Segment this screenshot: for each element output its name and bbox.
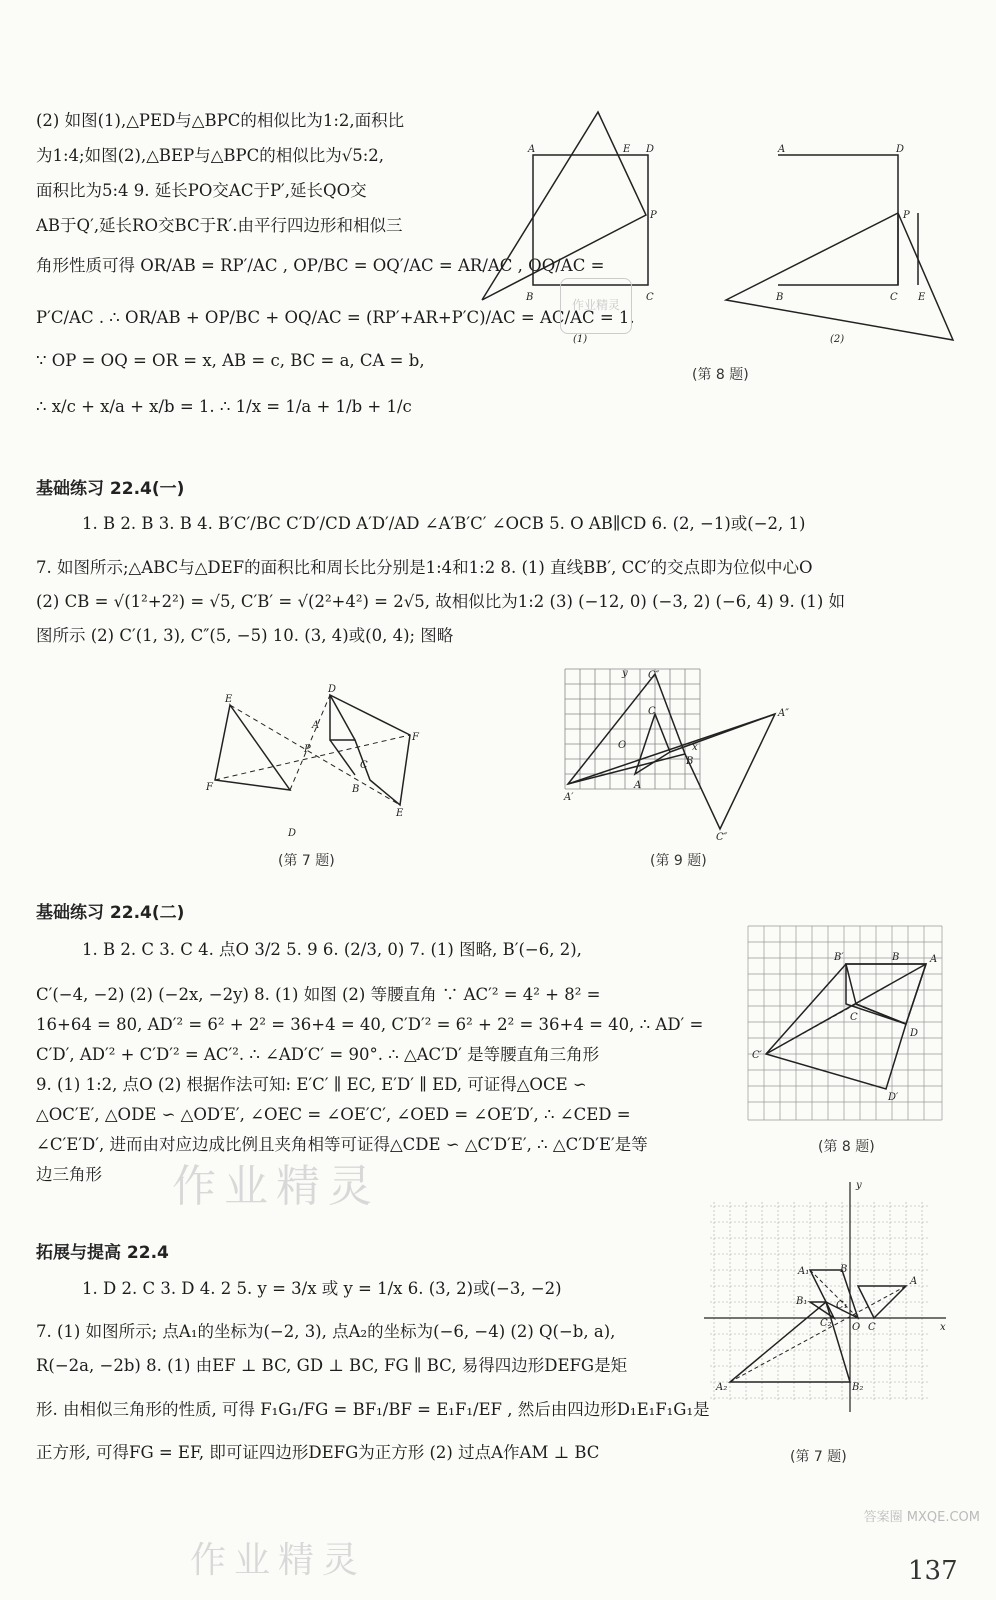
text-line: 角形性质可得 OR/AB = RP′/AC , OP/BC = OQ′/AC = AR/AC , OQ/AC = bbox=[36, 256, 605, 275]
text-line: (2) CB = √(1²+2²) = √5, C′B′ = √(2²+4²) = 2√5, 故相似比为1:2 (3) (−12, 0) (−3, 2) (−6, 4) 9. (1) 如 bbox=[36, 592, 846, 611]
label: C bbox=[850, 1012, 858, 1023]
label: D′ bbox=[888, 1092, 899, 1103]
label: C bbox=[360, 760, 368, 771]
text-line: 正方形, 可得FG = EF, 即可证四边形DEFG为正方形 (2) 过点A作AM ⊥ BC bbox=[36, 1443, 600, 1462]
label: B₂ bbox=[852, 1382, 864, 1393]
watermark-text: 作业精灵 bbox=[190, 1540, 367, 1581]
label: D bbox=[646, 144, 655, 155]
label: x bbox=[692, 742, 698, 753]
label: A′ bbox=[564, 792, 574, 803]
label: y bbox=[622, 668, 628, 679]
label: A₂ bbox=[716, 1382, 728, 1393]
section-heading: 拓展与提高 22.4 bbox=[36, 1243, 169, 1263]
text-line: C′(−4, −2) (2) (−2x, −2y) 8. (1) 如图 (2) 等腰直角 ∵ AC′² = 4² + 8² = bbox=[36, 985, 601, 1004]
text-line: ∠C′E′D′, 进而由对应边成比例且夹角相等可证得△CDE ∽ △C′D′E′, ∴ △C′D′E′是等 bbox=[36, 1135, 648, 1154]
label: B₁ bbox=[796, 1296, 808, 1307]
label: x bbox=[940, 1322, 946, 1333]
label: E bbox=[623, 144, 631, 155]
text-line: 7. 如图所示;△ABC与△DEF的面积比和周长比分别是1:4和1:2 8. (1) 直线BB′, CC′的交点即为位似中心O bbox=[36, 558, 813, 577]
label: C′ bbox=[752, 1050, 762, 1061]
watermark-text: 作业精灵 bbox=[172, 1161, 380, 1212]
figure-caption: (第 7 题) bbox=[790, 1449, 847, 1465]
text-line: 1. D 2. C 3. D 4. 2 5. y = 3/x 或 y = 1/x 6. (3, 2)或(−3, −2) bbox=[82, 1279, 562, 1298]
figure-8-top bbox=[478, 100, 978, 350]
site-logo: 答案圈 MXQE.COM bbox=[863, 1510, 980, 1525]
text-line: 1. B 2. B 3. B 4. B′C′/BC C′D′/CD A′D′/AD ∠A′B′C′ ∠OCB 5. O AB∥CD 6. (2, −1)或(−2, 1) bbox=[82, 514, 806, 533]
text-line: ∵ OP = OQ = OR = x, AB = c, BC = a, CA = b, bbox=[36, 351, 425, 370]
section-heading: 基础练习 22.4(二) bbox=[36, 903, 185, 923]
label: B bbox=[840, 1264, 848, 1275]
text-line: ∴ x/c + x/a + x/b = 1. ∴ 1/x = 1/a + 1/b + 1/c bbox=[36, 397, 412, 416]
label: A bbox=[312, 720, 320, 731]
label: C bbox=[646, 292, 654, 303]
page-number: 137 bbox=[908, 1556, 958, 1586]
text-line: P′C/AC . ∴ OR/AB + OP/BC + OQ/AC = (RP′+AR+P′C)/AC = AC/AC = 1. bbox=[36, 308, 635, 327]
section-heading: 基础练习 22.4(一) bbox=[36, 479, 185, 499]
figure-8-bottom bbox=[746, 924, 946, 1124]
figure-caption: (第 8 题) bbox=[818, 1139, 875, 1155]
label: O bbox=[618, 740, 627, 751]
text-line: 边三角形 bbox=[36, 1165, 102, 1184]
label: y bbox=[856, 1180, 862, 1191]
figure-7-bottom bbox=[700, 1176, 956, 1426]
label: F bbox=[206, 782, 213, 793]
label: A bbox=[778, 144, 786, 155]
text-line: 图所示 (2) C′(1, 3), C″(5, −5) 10. (3, 4)或(0, 4); 图略 bbox=[36, 626, 454, 645]
label: O bbox=[852, 1322, 861, 1333]
figure-caption: (第 7 题) bbox=[278, 853, 335, 869]
label: B bbox=[352, 784, 360, 795]
label: D bbox=[896, 144, 905, 155]
label: C₂ bbox=[820, 1318, 832, 1329]
text-line: 9. (1) 1:2, 点O (2) 根据作法可知: E′C′ ∥ EC, E′D′ ∥ ED, 可证得△OCE ∽ bbox=[36, 1075, 587, 1094]
label: A bbox=[910, 1276, 918, 1287]
label: C″ bbox=[716, 832, 728, 843]
text-line: 16+64 = 80, AD′² = 6² + 2² = 36+4 = 40, C′D′² = 6² + 2² = 36+4 = 40, ∴ AD′ = bbox=[36, 1015, 704, 1034]
stamp-logo: 作业精灵 bbox=[560, 278, 632, 334]
text-line: 面积比为5:4 9. 延长PO交AC于P′,延长QO交 bbox=[36, 181, 367, 200]
label: B′ bbox=[834, 952, 844, 963]
figure-caption: (第 9 题) bbox=[650, 853, 707, 869]
figure-caption: (第 8 题) bbox=[692, 367, 749, 383]
label: D bbox=[328, 684, 337, 695]
label: D bbox=[288, 828, 297, 839]
figure-9 bbox=[560, 664, 800, 844]
text-line: R(−2a, −2b) 8. (1) 由EF ⊥ BC, GD ⊥ BC, FG ∥ BC, 易得四边形DEFG是矩 bbox=[36, 1356, 628, 1375]
text-line: C′D′, AD′² + C′D′² = AC′². ∴ ∠AD′C′ = 90°. ∴ △AC′D′ 是等腰直角三角形 bbox=[36, 1045, 600, 1064]
label: A bbox=[634, 780, 642, 791]
label: B bbox=[892, 952, 900, 963]
label: A₁ bbox=[798, 1266, 810, 1277]
label: B bbox=[776, 292, 784, 303]
label: A bbox=[930, 954, 938, 965]
label: E bbox=[225, 694, 233, 705]
label: C″ bbox=[648, 670, 660, 681]
text-line: 1. B 2. C 3. C 4. 点O 3/2 5. 9 6. (2/3, 0) 7. (1) 图略, B′(−6, 2), bbox=[82, 940, 582, 959]
label: P bbox=[304, 744, 311, 755]
text-line: 为1:4;如图(2),△BEP与△BPC的相似比为√5:2, bbox=[36, 146, 385, 165]
label: C₁ bbox=[836, 1300, 848, 1311]
label: C bbox=[868, 1322, 876, 1333]
label: D bbox=[910, 1028, 919, 1039]
text-line: (2) 如图(1),△PED与△BPC的相似比为1:2,面积比 bbox=[36, 111, 405, 130]
text-line: △OC′E′, △ODE ∽ △OD′E′, ∠OEC = ∠OE′C′, ∠OED = ∠OE′D′, ∴ ∠CED = bbox=[36, 1105, 631, 1124]
label: P bbox=[903, 210, 910, 221]
label: (2) bbox=[830, 334, 845, 345]
label: C bbox=[890, 292, 898, 303]
text-line: 形. 由相似三角形的性质, 可得 F₁G₁/FG = BF₁/BF = E₁F₁/EF , 然后由四边形D₁E₁F₁G₁是 bbox=[36, 1400, 710, 1419]
label: E bbox=[918, 292, 926, 303]
text-line: 7. (1) 如图所示; 点A₁的坐标为(−2, 3), 点A₂的坐标为(−6, −4) (2) Q(−b, a), bbox=[36, 1322, 616, 1341]
label: B bbox=[526, 292, 534, 303]
label: (1) bbox=[573, 334, 588, 345]
label: B bbox=[686, 756, 694, 767]
text-line: AB于Q′,延长RO交BC于R′.由平行四边形和相似三 bbox=[36, 216, 403, 235]
label: A bbox=[528, 144, 536, 155]
label: P bbox=[650, 210, 657, 221]
label: C bbox=[648, 706, 656, 717]
figure-7-middle bbox=[200, 680, 440, 840]
label: E bbox=[396, 808, 404, 819]
label: A″ bbox=[778, 708, 789, 719]
label: F bbox=[412, 732, 419, 743]
